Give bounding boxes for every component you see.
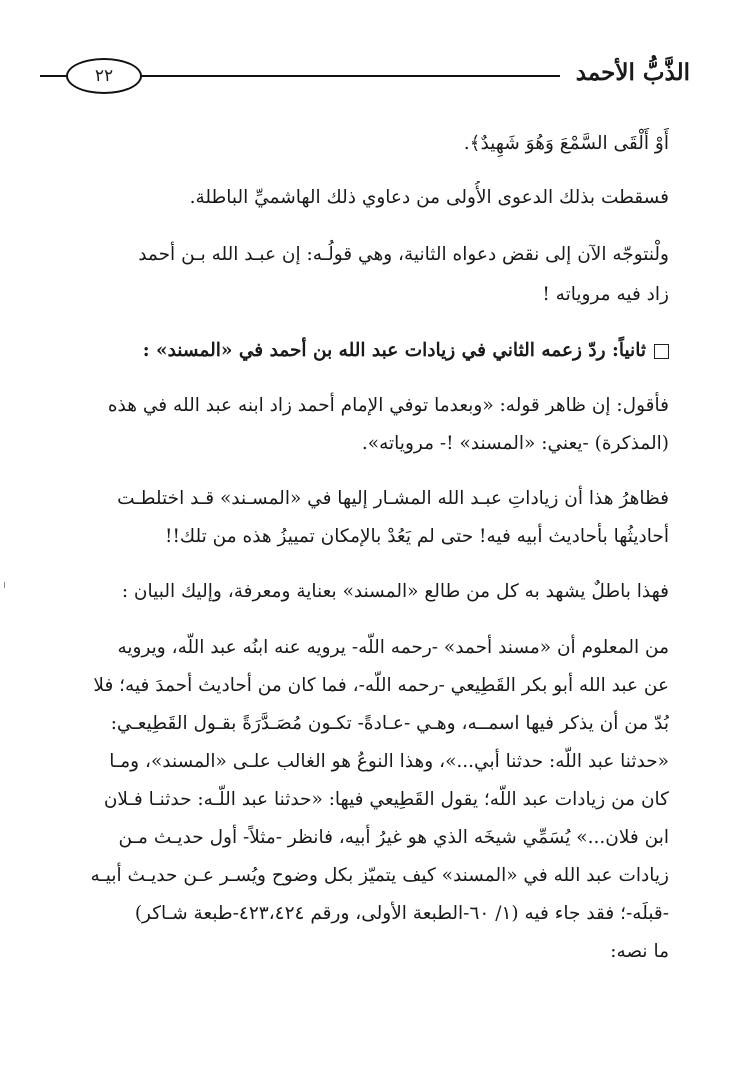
paragraph-line: ولْنتوجّه الآن إلى نقض دعواه الثانية، وهي قولُـه: إن عبـد الله بـن أحمد (138, 244, 669, 265)
section-heading-text: ثانياً: ردّ زعمه الثاني في زيادات عبد الله بن أحمد في «المسند» : (142, 340, 646, 361)
paragraph-line: ما نصه: (610, 941, 669, 962)
paragraph-line: فظاهرُ هذا أن زياداتِ عبـد الله المشـار إليها في «المسـند» قـد اختلطـت (117, 488, 669, 509)
page-number: ٢٢ (66, 58, 142, 94)
paragraph-line: زاد فيه مروياته ! (542, 284, 669, 305)
paragraph-line: فأقول: إن ظاهر قوله: «وبعدما توفي الإمام أحمد زاد ابنه عبد الله في هذه (107, 395, 669, 416)
paragraph-line: فسقطت بذلك الدعوى الأُولى من دعاوي ذلك الهاشميِّ الباطلة. (189, 187, 669, 208)
paragraph-line: من المعلوم أن «مسند أحمد» -رحمه اللّه- يرويه عنه ابنُه عبد اللّه، ويرويه (117, 637, 669, 658)
square-bullet-icon (654, 344, 669, 359)
header-rule-right (140, 75, 560, 77)
header-rule-left (40, 75, 68, 77)
paragraph-line: بُدّ من أن يذكر فيها اسمــه، وهـي -عـادةً- تكـون مُصَـدَّرَةً بقـول القَطِيعـي: (110, 713, 669, 734)
page-header (40, 58, 690, 92)
paragraph-line: فهذا باطلٌ يشهد به كل من طالع «المسند» بعناية ومعرفة، وإليك البيان : (121, 581, 669, 602)
section-heading (44, 334, 669, 368)
paragraph-line: زيادات عبد الله في «المسند» كيف يتميّز بكل وضوح ويُسـر عـن حديـث أبيـه (90, 865, 669, 886)
paragraph-line: ابن فلان...» يُسَمِّي شيخَه الذي هو غيرُ أبيه، فانظر -مثلاً- أول حديـث مـن (118, 827, 669, 848)
paragraph-line: عن عبد الله أبو بكر القَطِيعي -رحمه اللّه-، فما كان من أحاديث أحمدَ فيه؛ فلا (93, 675, 669, 696)
margin-mark (4, 582, 11, 588)
paragraph-line: (المذكرة) -يعني: «المسند» !- مروياته». (361, 433, 669, 454)
paragraph-line: -قبلَه-؛ فقد جاء فيه (١/ ٦٠-الطبعة الأولى، ورقم ٤٢٣،٤٢٤-طبعة شـاكر) (134, 903, 669, 924)
paragraph-line: كان من زيادات عبد اللّه؛ يقول القَطِيعي فيها: «حدثنا عبد اللّـه: حدثنـا فـلان (103, 789, 669, 810)
running-title: الذَّبُّ الأحمد (575, 59, 690, 86)
paragraph-line: أحاديثُها بأحاديث أبيه فيه! حتى لم يَعُدْ بالإمكان تمييزُ هذه من تلك!! (165, 526, 669, 547)
verse-line: أَوْ أَلْقَى السَّمْعَ وَهُوَ شَهِيدٌ﴾. (463, 133, 669, 154)
paragraph-line: «حدثنا عبد اللّه: حدثنا أبي...»، وهذا النوعُ هو الغالب علـى «المسند»، ومـا (109, 751, 669, 772)
